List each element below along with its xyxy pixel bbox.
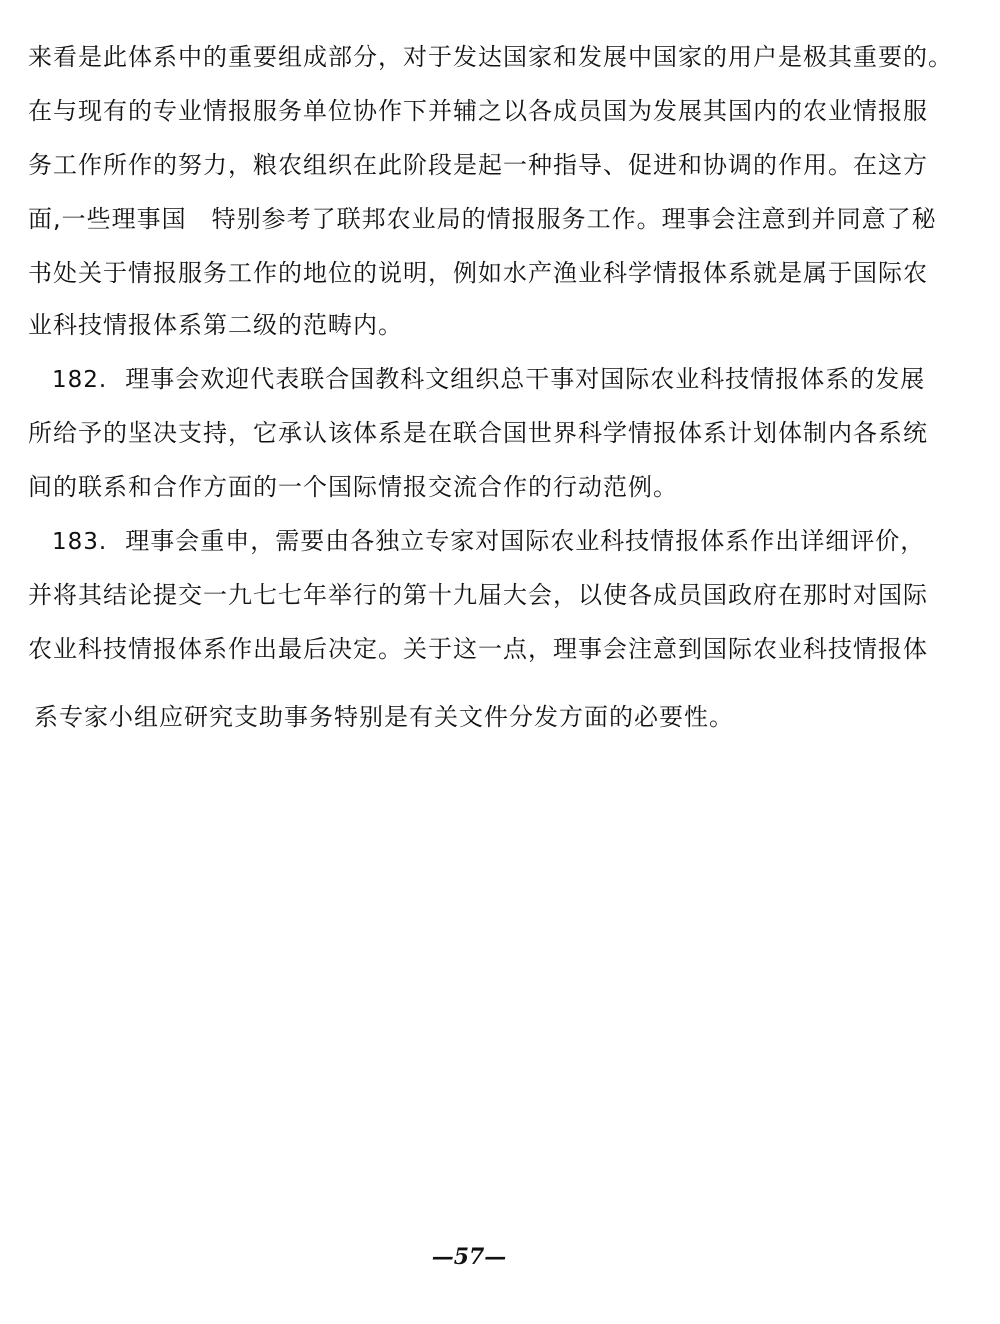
text-line-1: 来看是此体系中的重要组成部分，对于发达国家和发展中国家的用户是极其重要的。 <box>28 43 953 71</box>
text-line-10: 理事会重申，需要由各独立专家对国际农业科技情报体系作出详细评价， <box>125 527 926 555</box>
paragraph-number-183: 183. <box>52 529 108 555</box>
text-line-13: 系专家小组应研究支助事务特别是有关文件分发方面的必要性。 <box>34 703 734 731</box>
text-line-5: 书处关于情报服务工作的地位的说明，例如水产渔业科学情报体系就是属于国际农 <box>28 259 928 287</box>
paragraph-number-182: 182. <box>52 367 108 393</box>
text-line-4: 面,一些理事国 特别参考了联邦农业局的情报服务工作。理事会注意到并同意了秘 <box>28 205 937 233</box>
paragraph-183-first-line <box>30 526 960 556</box>
text-line-12: 农业科技情报体系作出最后决定。关于这一点，理事会注意到国际农业科技情报体 <box>28 635 928 663</box>
page-number: —57— <box>431 1244 507 1270</box>
paragraph-182-first-line <box>30 364 960 394</box>
text-line-3: 务工作所作的努力，粮农组织在此阶段是起一种指导、促进和协调的作用。在这方 <box>28 151 928 179</box>
text-line-7: 理事会欢迎代表联合国教科文组织总干事对国际农业科技情报体系的发展 <box>125 365 926 393</box>
text-line-9: 间的联系和合作方面的一个国际情报交流合作的行动范例。 <box>28 473 678 501</box>
text-line-6: 业科技情报体系第二级的范畴内。 <box>28 311 403 339</box>
text-line-8: 所给予的坚决支持，它承认该体系是在联合国世界科学情报体系计划体制内各系统 <box>28 419 928 447</box>
text-line-2: 在与现有的专业情报服务单位协作下并辅之以各成员国为发展其国内的农业情报服 <box>28 97 928 125</box>
text-line-11: 并将其结论提交一九七七年举行的第十九届大会，以使各成员国政府在那时对国际 <box>28 581 928 609</box>
